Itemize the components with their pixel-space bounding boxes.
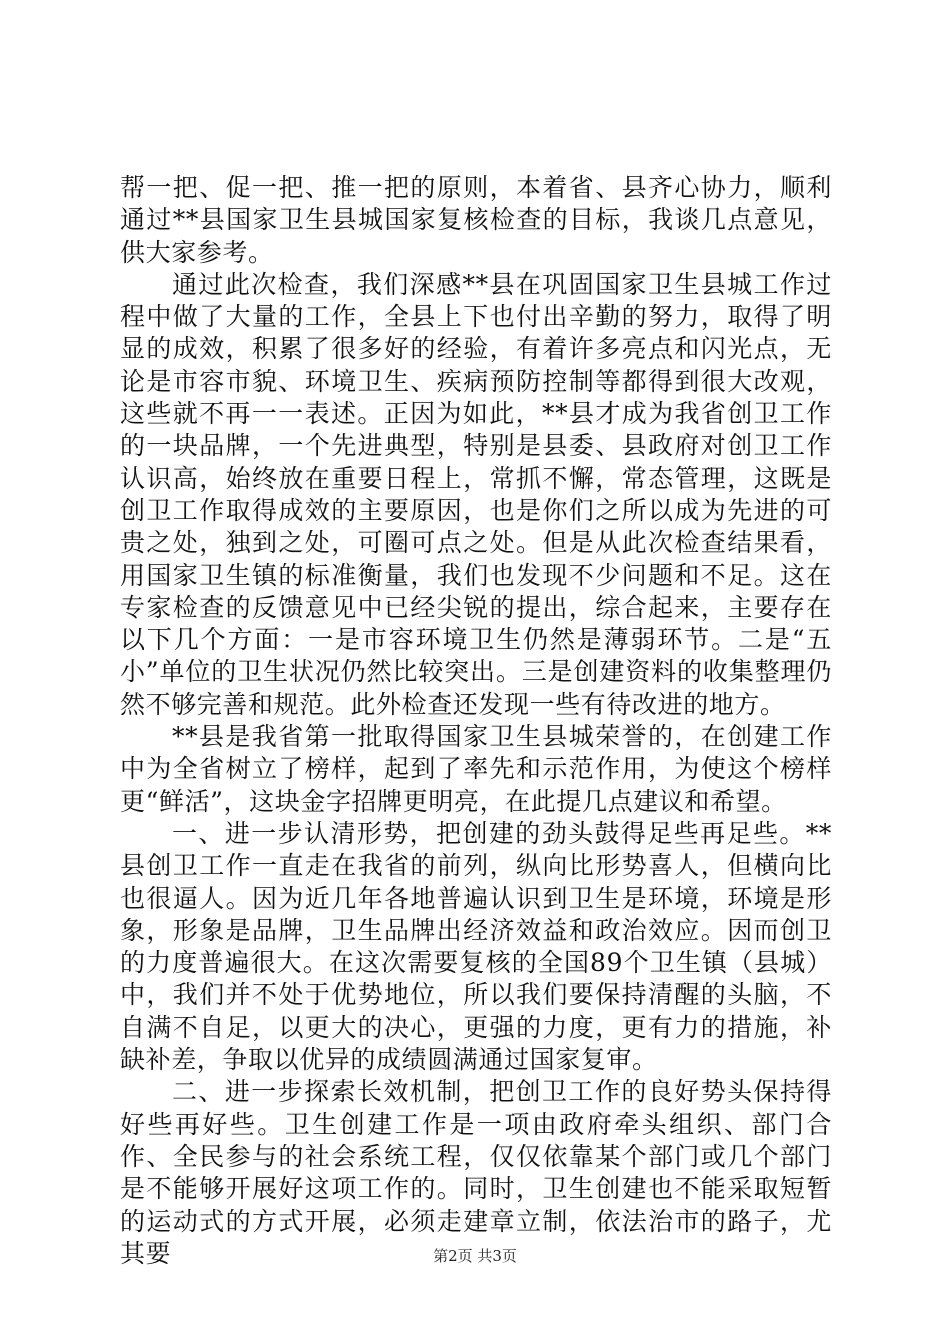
paragraph-point-one: 一、进一步认清形势，把创建的劲头鼓得足些再足些。**县创卫工作一直走在我省的前列，纵向比形势喜人，但横向比也很逼人。因为近几年各地普遍认识到卫生是环境，环境是形象，形象是品牌，卫生品牌出经济效益和政治效应。因而创卫的力度普遍很大。在这次需要复核的全国89个卫生镇（县城）中，我们并不处于优势地位，所以我们要保持清醒的头脑，不自满不自足，以更大的决心，更强的力度，更有力的措施，补缺补差，争取以优异的成绩圆满通过国家复审。 <box>120 818 832 1075</box>
page-number-footer: 第2页 共3页 <box>433 1247 517 1265</box>
paragraph-point-two: 二、进一步探索长效机制，把创卫工作的良好势头保持得好些再好些。卫生创建工作是一项由政府牵头组织、部门合作、全民参与的社会系统工程，仅仅依靠某个部门或几个部门是不能够开展好这项工作的。同时，卫生创建也不能采取短暂的运动式的方式开展，必须走建章立制，依法治市的路子，尤其要 <box>120 1077 832 1268</box>
paragraph-role-model: **县是我省第一批取得国家卫生县城荣誉的，在创建工作中为全省树立了榜样，起到了率先和示范作用，为使这个榜样更“鲜活”，这块金字招牌更明亮，在此提几点建议和希望。 <box>120 722 832 816</box>
paragraph-continuation: 帮一把、促一把、推一把的原则，本着省、县齐心协力，顺利通过**县国家卫生县城国家复核检查的目标，我谈几点意见，供大家参考。 <box>120 173 832 267</box>
document-body <box>120 172 832 1270</box>
paragraph-inspection-findings: 通过此次检查，我们深感**县在巩固国家卫生县城工作过程中做了大量的工作，全县上下也付出辛勤的努力，取得了明显的成效，积累了很多好的经验，有着许多亮点和闪光点，无论是市容市貌、环境卫生、疾病预防控制等都得到很大改观，这些就不再一一表述。正因为如此，**县才成为我省创卫工作的一块品牌，一个先进典型，特别是县委、县政府对创卫工作认识高，始终放在重要日程上，常抓不懈，常态管理，这既是创卫工作取得成效的主要原因，也是你们之所以成为先进的可贵之处，独到之处，可圈可点之处。但是从此次检查结果看，用国家卫生镇的标准衡量，我们也发现不少问题和不足。这在专家检查的反馈意见中已经尖锐的提出，综合起来，主要存在以下几个方面：一是市容环境卫生仍然是薄弱环节。二是“五小”单位的卫生状况仍然比较突出。三是创建资料的收集整理仍然不够完善和规范。此外检查还发现一些有待改进的地方。 <box>120 269 832 719</box>
